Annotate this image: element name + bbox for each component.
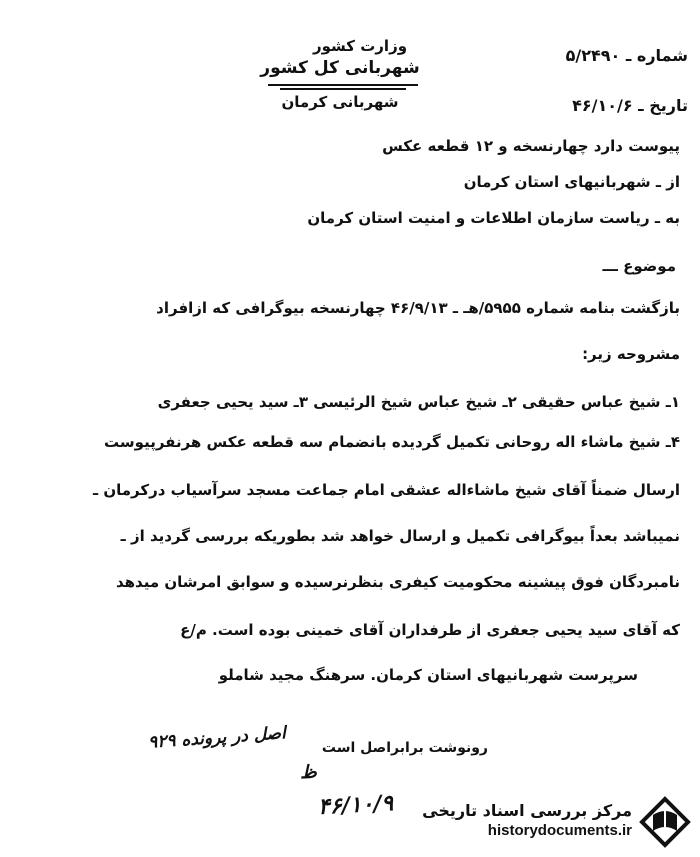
ministry-line-1: وزارت کشور [312, 37, 408, 55]
subject-line: موضوع ـــ [602, 257, 676, 275]
ministry-line-3: شهربانی کرمان [281, 93, 399, 111]
number-value: ۵/۲۴۹۰ [565, 46, 621, 65]
archive-logo-icon [638, 795, 692, 849]
ministry-heading [250, 36, 430, 112]
ministry-line-2: شهربانی کل کشور [260, 58, 420, 78]
paragraph-line-3: ۱ـ شیخ عباس حقیقی ۲ـ شیخ عباس شیخ الرئیسی ۳ـ سید یحیی جعفری [157, 393, 680, 411]
paragraph-line-5: ارسال ضمناً آقای شیخ ماشاءاله عشقی امام جماعت مسجد سرآسیاب درکرمان ـ [92, 481, 680, 499]
archive-watermark [422, 801, 632, 839]
paragraph-line-1: بازگشت بنامه شماره ۵۹۵۵/هـ ـ ۴۶/۹/۱۳ چهارنسخه بیوگرافی که ازافراد [156, 299, 680, 317]
paragraph-line-8 [180, 620, 680, 640]
watermark-url: historydocuments.ir [487, 822, 632, 839]
letter-number: شماره ـ ۵/۲۴۹۰ [565, 46, 688, 65]
heading-rule-top [268, 84, 418, 86]
paragraph-line-4: ۴ـ شیخ ماشاء اله روحانی تکمیل گردیده بانضمام سه قطعه عکس هرنفرپیوست [104, 433, 680, 451]
signoff-line: سرپرست شهربانیهای استان کرمان. سرهنگ مجید شاملو [218, 666, 638, 684]
to-line: به ـ ریاست سازمان اطلاعات و امنیت استان کرمان [307, 209, 680, 227]
date-value: ۴۶/۱۰/۶ [572, 96, 633, 115]
heading-rule-bottom [280, 88, 406, 90]
watermark-title: مرکز بررسی اسناد تاریخی [422, 801, 632, 820]
paragraph-line-6: نمیباشد بعداً بیوگرافی تکمیل و ارسال خواهد شد بطوریکه بررسی گردید از ـ [120, 527, 680, 545]
copy-certification: رونوشت برابراصل است [321, 740, 488, 756]
initials-mark: م/ع [180, 621, 207, 639]
paragraph-line-2: مشروحه زیر: [582, 345, 680, 363]
handwritten-note: اصل در پرونده ۹۲۹ [147, 723, 287, 753]
attachment-line: پیوست دارد چهارنسخه و ۱۲ قطعه عکس [382, 137, 680, 155]
handwritten-signature: ظ [299, 761, 318, 784]
letter-date: تاریخ ـ ۴۶/۱۰/۶ [572, 96, 688, 115]
handwritten-date: ۴۶/۱۰/۹ [317, 790, 394, 820]
number-label: شماره [636, 46, 688, 65]
paragraph-line-8-text: که آقای سید یحیی جعفری از طرفداران آقای خمینی بوده است. [212, 621, 680, 639]
paragraph-line-7: نامبردگان فوق پیشینه محکومیت کیفری بنظرنرسیده و سوابق امرشان میدهد [115, 573, 680, 591]
from-line: از ـ شهربانیهای استان کرمان [463, 173, 680, 191]
date-label: تاریخ [649, 96, 688, 115]
